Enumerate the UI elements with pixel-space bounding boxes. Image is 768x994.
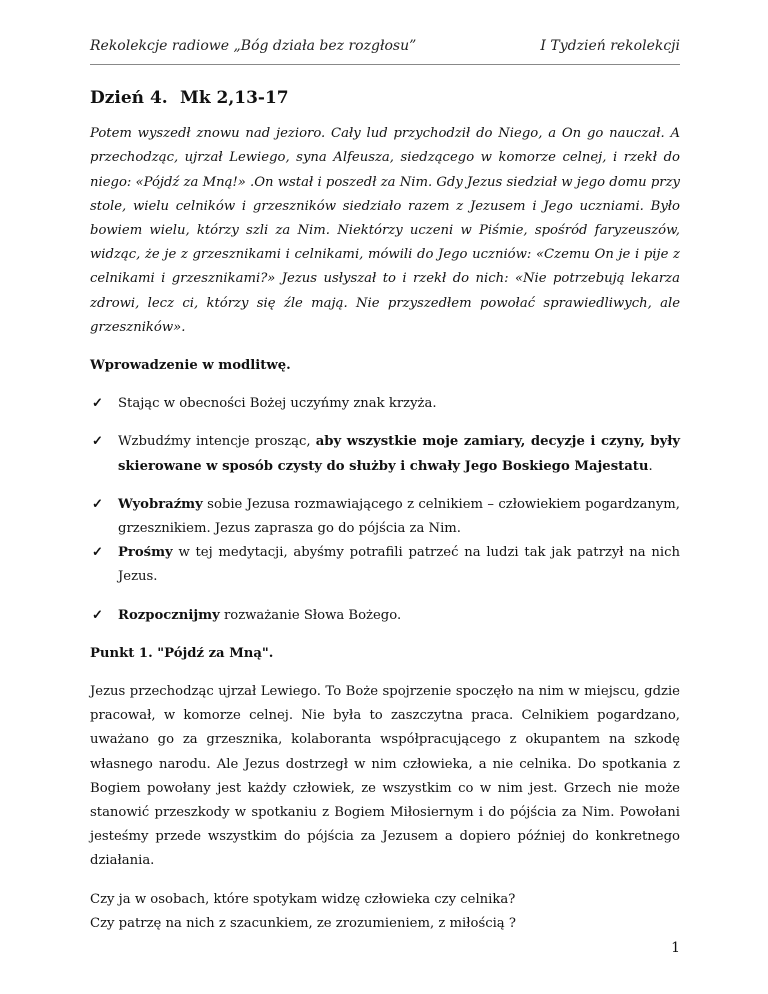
intro-heading: Wprowadzenie w modlitwę. — [90, 358, 291, 374]
page-header — [90, 38, 680, 65]
header-left-title: Rekolekcje radiowe „Bóg działa bez rozgłosu” — [90, 38, 417, 54]
item-bold-text: Wyobraźmy — [118, 496, 203, 512]
list-item-intent — [90, 430, 680, 478]
list-item-ask — [90, 541, 680, 589]
item-text: Stając w obecności Bożej uczyńmy znak krzyża. — [118, 396, 437, 412]
point1-heading: Punkt 1. "Pójdź za Mną". — [90, 645, 274, 661]
checkmark-icon: ✓ — [92, 607, 104, 623]
list-item-sign — [90, 392, 680, 416]
item-text: sobie Jezusa rozmawiającego z celnikiem – człowiekiem pogardzanym, grzesznikiem. Jezus zaprasza go do pójścia za Nim. — [118, 496, 680, 537]
checkmark-icon: ✓ — [92, 545, 104, 561]
page-content — [90, 86, 680, 936]
point1-text: Jezus przechodząc ujrzał Lewiego. To Boże spojrzenie spoczęło na nim w miejscu, gdzie pracował, w komorze celnej. Nie była to zaszczytna praca. Celnikiem pogardzano, uważano go za grzesznika, kolaboranta współpracującego z okupantem na szkodę własnego narodu. Ale Jezus dostrzegł w nim człowieka, a nie celnika. Do spotkania z Bogiem powołany jest każdy człowiek, ze wszystkim co w nim jest. Grzech nie może stanowić przeszkody w spotkaniu z Bogiem Miłosiernym i do pójścia za Nim. Powołani jesteśmy przede wszystkim do pójścia za Jezusem a dopiero później do konkretnego działania. — [90, 684, 680, 869]
item-bold-text: Rozpocznijmy — [118, 607, 220, 623]
gospel-passage: Potem wyszedł znowu nad jezioro. Cały lud przychodził do Niego, a On go nauczał. A przechodząc, ujrzał Lewiego, syna Alfeusza, siedzącego w komorze celnej, i rzekł do niego: «Pójdź za Mną!» .On wstał i poszedł za Nim. Gdy Jezus siedział w jego domu przy stole, wielu celników i grzeszników siedziało razem z Jezusem i Jego uczniami. Było bowiem wielu, którzy szli za Nim. Niektórzy uczeni w Piśmie, spośród faryzeuszów, widząc, że je z grzesznikami i celnikami, mówili do Jego uczniów: «Czemu On je i pije z celnikami i grzesznikami?» Jezus usłyszał to i rzekł do nich: «Nie potrzebują lekarza zdrowi, lecz ci, którzy się źle mają. Nie przyszedłem powołać sprawiedliwych, ale grzeszników». — [90, 126, 680, 335]
header-right-title: I Tydzień rekolekcji — [540, 38, 680, 54]
item-text: Wzbudźmy intencje prosząc, — [118, 434, 316, 450]
day-label: Dzień 4. — [90, 88, 168, 108]
list-item-imagine — [90, 493, 680, 541]
question-2: Czy patrzę na nich z szacunkiem, ze zrozumieniem, z miłością ? — [90, 915, 516, 931]
item-text-end: . — [648, 458, 653, 474]
item-text: w tej medytacji, abyśmy potrafili patrzeć na ludzi tak jak patrzył na nich Jezus. — [118, 545, 680, 585]
checkmark-icon: ✓ — [92, 396, 104, 412]
item-bold-text: Prośmy — [118, 545, 173, 561]
page-number: 1 — [671, 940, 680, 956]
prayer-steps-list — [90, 392, 680, 628]
day-title — [90, 86, 680, 110]
question-1: Czy ja w osobach, które spotykam widzę człowieka czy celnika? — [90, 891, 516, 907]
checkmark-icon: ✓ — [92, 496, 104, 512]
checkmark-icon: ✓ — [92, 434, 104, 450]
item-text: rozważanie Słowa Bożego. — [219, 607, 402, 623]
scripture-reference: Mk 2,13-17 — [180, 88, 289, 108]
list-item-begin — [90, 604, 680, 628]
item-bold-text: aby wszystkie moje zamiary, decyzje i czyny, były skierowane w sposób czysty do służby i chwały Jego Boskiego Majestatu — [118, 434, 680, 474]
